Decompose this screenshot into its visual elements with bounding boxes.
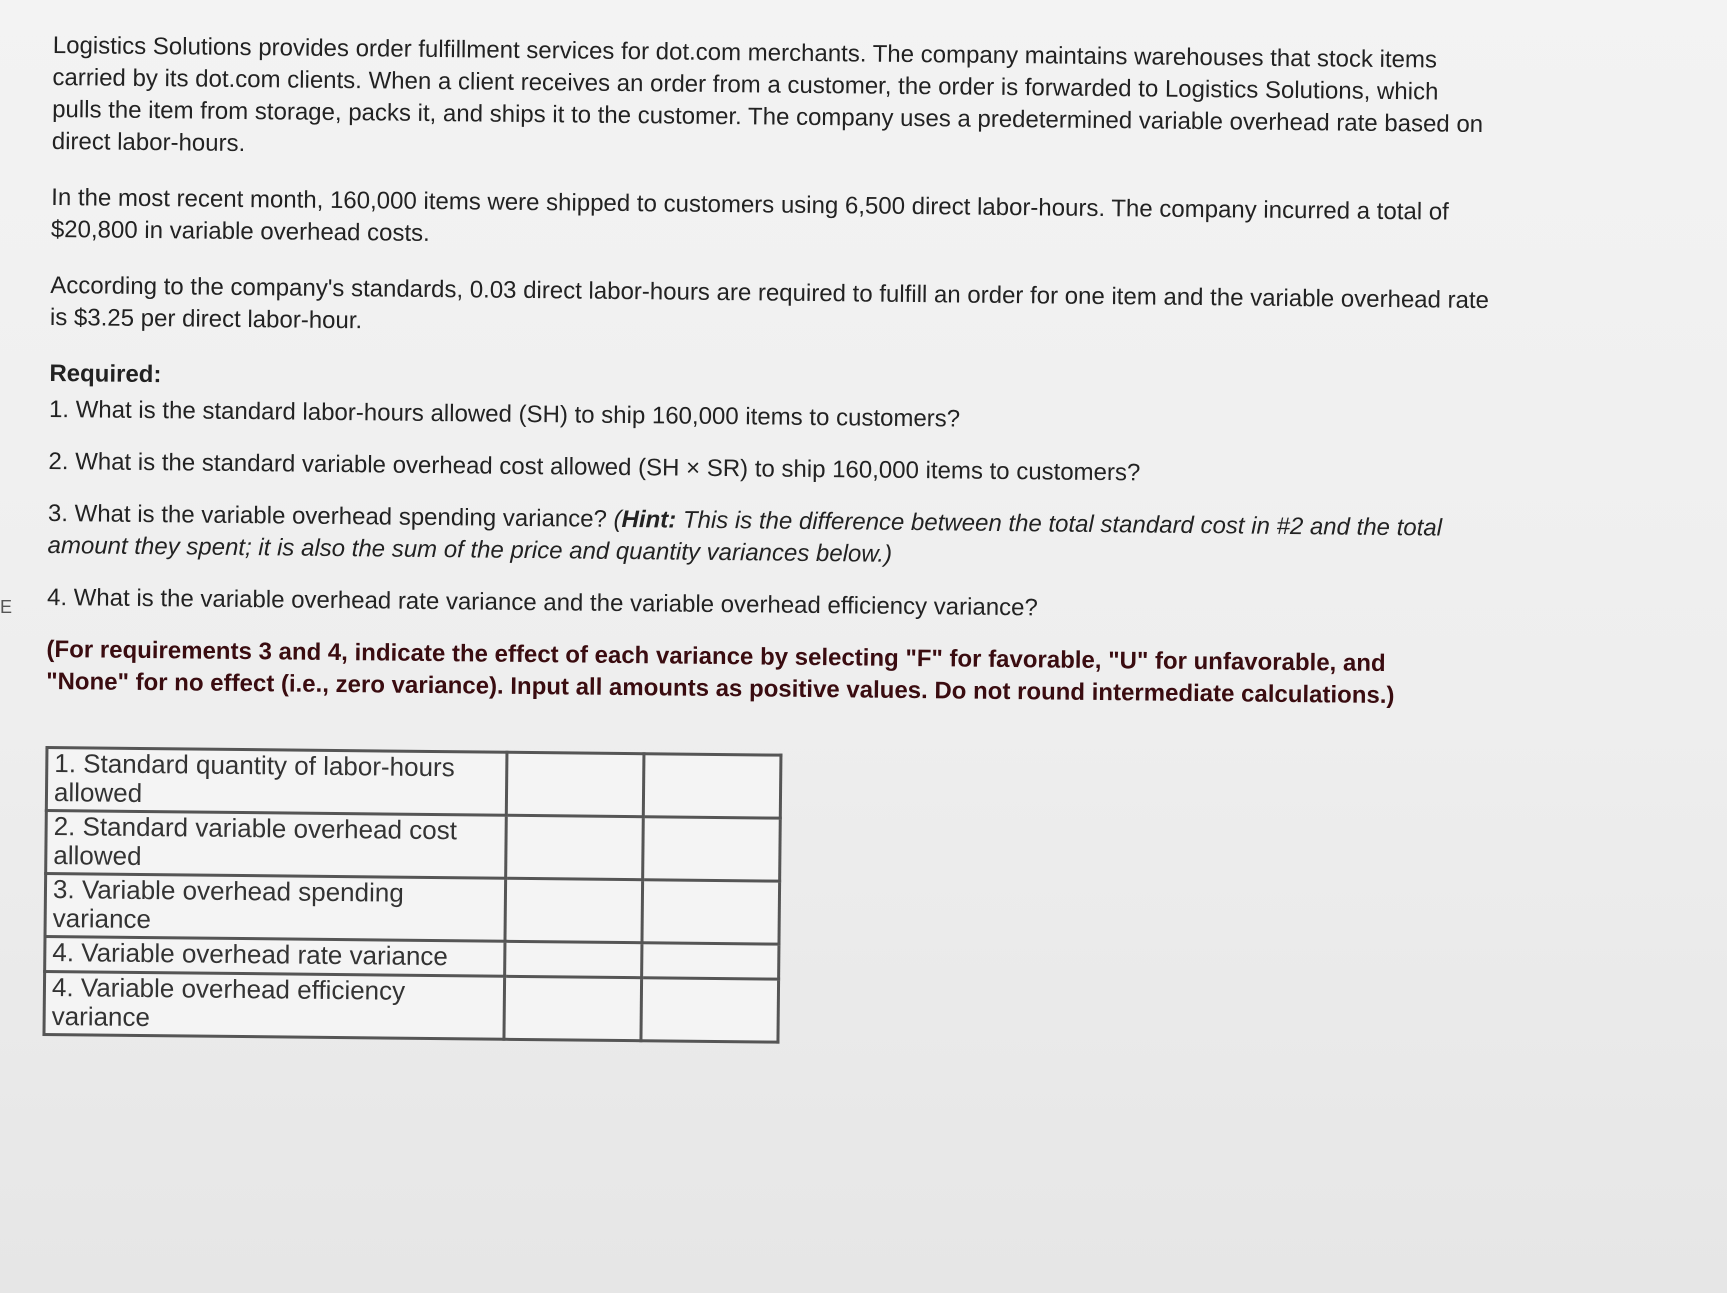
row-label: 4. Variable overhead rate variance <box>45 936 505 976</box>
effect-cell <box>642 943 779 979</box>
amount-input[interactable] <box>505 978 640 1039</box>
row-label: 4. Variable overhead efficiency variance <box>44 971 505 1039</box>
question-3-hint: (Hint: This is the difference between the total standard cost in #2 and the total amount they spent; it is also the sum of the price and quantity variances below.) <box>47 505 1443 568</box>
amount-cell <box>506 815 644 879</box>
amount-cell <box>506 752 644 816</box>
effect-cell <box>643 817 781 881</box>
question-4: 4. What is the variable overhead rate variance and the variable overhead efficiency variance? <box>46 583 1038 622</box>
table-row <box>46 747 781 818</box>
question-2: 2. What is the standard variable overhead cost allowed (SH × SR) to ship 160,000 items to customers? <box>48 447 1141 487</box>
amount-input[interactable] <box>508 754 643 815</box>
answer-table <box>42 746 782 1044</box>
hint-label: Hint: <box>621 505 677 534</box>
row-label: 1. Standard quantity of labor-hours allowed <box>46 747 507 815</box>
row-label: 3. Variable overhead spending variance <box>45 873 506 941</box>
amount-input[interactable] <box>506 945 640 976</box>
effect-input[interactable] <box>642 979 777 1040</box>
effect-input[interactable] <box>643 946 777 977</box>
row-label: 2. Standard variable overhead cost allowed <box>46 810 507 878</box>
question-3-text: 3. What is the variable overhead spending variance? <box>47 499 614 533</box>
question-3 <box>47 498 1508 577</box>
table-row <box>45 873 780 944</box>
table-row <box>46 810 781 881</box>
effect-cell <box>641 978 779 1042</box>
amount-cell <box>505 941 642 977</box>
hint-text: This is the difference between the total standard cost in #2 and the total amount they spent; it is also the sum of the price and quantity variances below. <box>47 506 1443 568</box>
effect-input[interactable] <box>645 755 780 816</box>
instructions-text: (For requirements 3 and 4, indicate the effect of each variance by selecting "F" for favorable, "U" for unfavorable, and "None" for no effect (i.e., zero variance). Input all amounts as positive values. Do not round intermediate calculations.) <box>46 635 1395 710</box>
effect-cell <box>642 880 780 944</box>
required-heading: Required: <box>49 359 162 389</box>
table-row <box>44 971 779 1042</box>
question-1: 1. What is the standard labor-hours allowed (SH) to ship 160,000 items to customers? <box>48 395 961 433</box>
amount-input[interactable] <box>507 817 642 878</box>
amount-input[interactable] <box>506 880 641 941</box>
problem-paragraph-3: According to the company's standards, 0.03 direct labor-hours are required to fulfill an order for one item and the variable overhead rate is $3.25 per direct labor-hour. <box>49 271 1490 335</box>
edge-artifact-glyph: E <box>0 597 13 617</box>
amount-cell <box>505 878 643 942</box>
effect-input[interactable] <box>644 818 779 879</box>
amount-cell <box>504 976 642 1040</box>
effect-input[interactable] <box>643 881 778 942</box>
problem-content <box>42 30 1512 1051</box>
effect-cell <box>643 754 781 818</box>
problem-paragraph-1: Logistics Solutions provides order fulfillment services for dot.com merchants. The company maintains warehouses that stock items carried by its dot.com clients. When a client receives an order from a customer, the order is forwarded to Logistics Solutions, which pulls the item from storage, packs it, and ships it to the customer. The company uses a predetermined variable overhead rate based on direct labor-hours. <box>51 31 1484 158</box>
problem-paragraph-2: In the most recent month, 160,000 items were shipped to customers using 6,500 direct labor-hours. The company incurred a total of $20,800 in variable overhead costs. <box>50 183 1449 247</box>
